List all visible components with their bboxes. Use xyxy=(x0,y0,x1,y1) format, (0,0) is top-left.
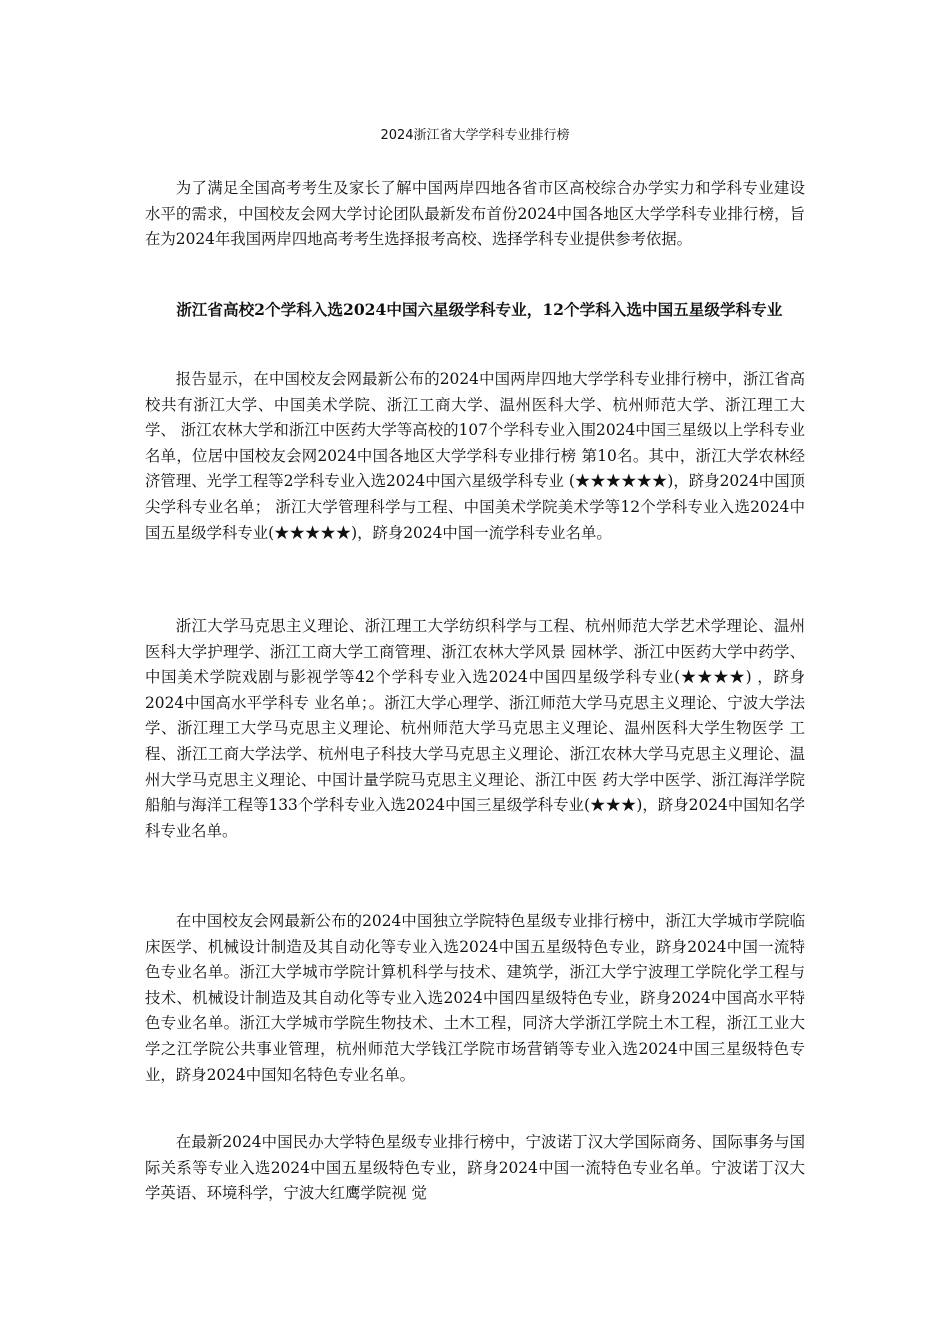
private-universities-paragraph: 在最新2024中国民办大学特色星级专业排行榜中，宁波诺丁汉大学国际商务、国际事务与国际关系等专业入选2024中国五星级特色专业，跻身2024中国一流特色专业名单。宁波诺丁汉大学英语、环境科学，宁波大红鹰学院视 觉 xyxy=(145,1133,805,1203)
document-title: 2024浙江省大学学科专业排行榜 xyxy=(380,128,570,143)
four-three-star-paragraph: 浙江大学马克思主义理论、浙江理工大学纺织科学与工程、杭州师范大学艺术学理论、温州医科大学护理学、浙江工商大学工商管理、浙江农林大学风景 园林学、浙江中医药大学中药学、中国美术学院戏剧与影视学等42个学科专业入选2024中国四星级学科专业(★★★★) ，跻身2024中国高水平学科专 业名单；。浙江大学心理学、浙江师范大学马克思主义理论、宁波大学法学、浙江理工大学马克思主义理论、杭州师范大学马克思主义理论、温州医科大学生物医学 工程、浙江工商大学法学、杭州电子科技大学马克思主义理论、浙江农林大学马克思主义理论、温州大学马克思主义理论、中国计量学院马克思主义理论、浙江中医 药大学中医学、浙江海洋学院船舶与海洋工程等133个学科专业入选2024中国三星级学科专业(★★★)，跻身2024中国知名学科专业名单。 xyxy=(145,617,805,840)
intro-paragraph: 为了满足全国高考考生及家长了解中国两岸四地各省市区高校综合办学实力和学科专业建设水平的需求，中国校友会网大学讨论团队最新发布首份2024中国各地区大学学科专业排行榜，旨在为2024年我国两岸四地高考考生选择报考高校、选择学科专业提供参考依据。 xyxy=(145,179,805,249)
independent-colleges-paragraph: 在中国校友会网最新公布的2024中国独立学院特色星级专业排行榜中，浙江大学城市学院临床医学、机械设计制造及其自动化等专业入选2024中国五星级特色专业，跻身2024中国一流特色专业名单。浙江大学城市学院计算机科学与技术、建筑学，浙江大学宁波理工学院化学工程与技术、机械设计制造及其自动化等专业入选2024中国四星级特色专业，跻身2024中国高水平特色专业名单。浙江大学城市学院生物技术、土木工程，同济大学浙江学院土木工程，浙江工业大学之江学院公共事业管理，杭州师范大学钱江学院市场营销等专业入选2024中国三星级特色专业，跻身2024中国知名特色专业名单。 xyxy=(145,912,805,1084)
section-heading: 浙江省高校2个学科入选2024中国六星级学科专业，12个学科入选中国五星级学科专业 xyxy=(176,300,783,319)
report-paragraph: 报告显示，在中国校友会网最新公布的2024中国两岸四地大学学科专业排行榜中，浙江省高校共有浙江大学、中国美术学院、浙江工商大学、温州医科大学、杭州师范大学、浙江理工大学、 浙江农林大学和浙江中医药大学等高校的107个学科专业入围2024中国三星级以上学科专业名单，位居中国校友会网2024中国各地区大学学科专业排行榜 第10名。其中，浙江大学农林经济管理、光学工程等2学科专业入选2024中国六星级学科专业 (★★★★★★)，跻身2024中国顶尖学科专业名单； 浙江大学管理科学与工程、中国美术学院美术学等12个学科专业入选2024中国五星级学科专业(★★★★★)，跻身2024中国一流学科专业名单。 xyxy=(145,370,805,542)
